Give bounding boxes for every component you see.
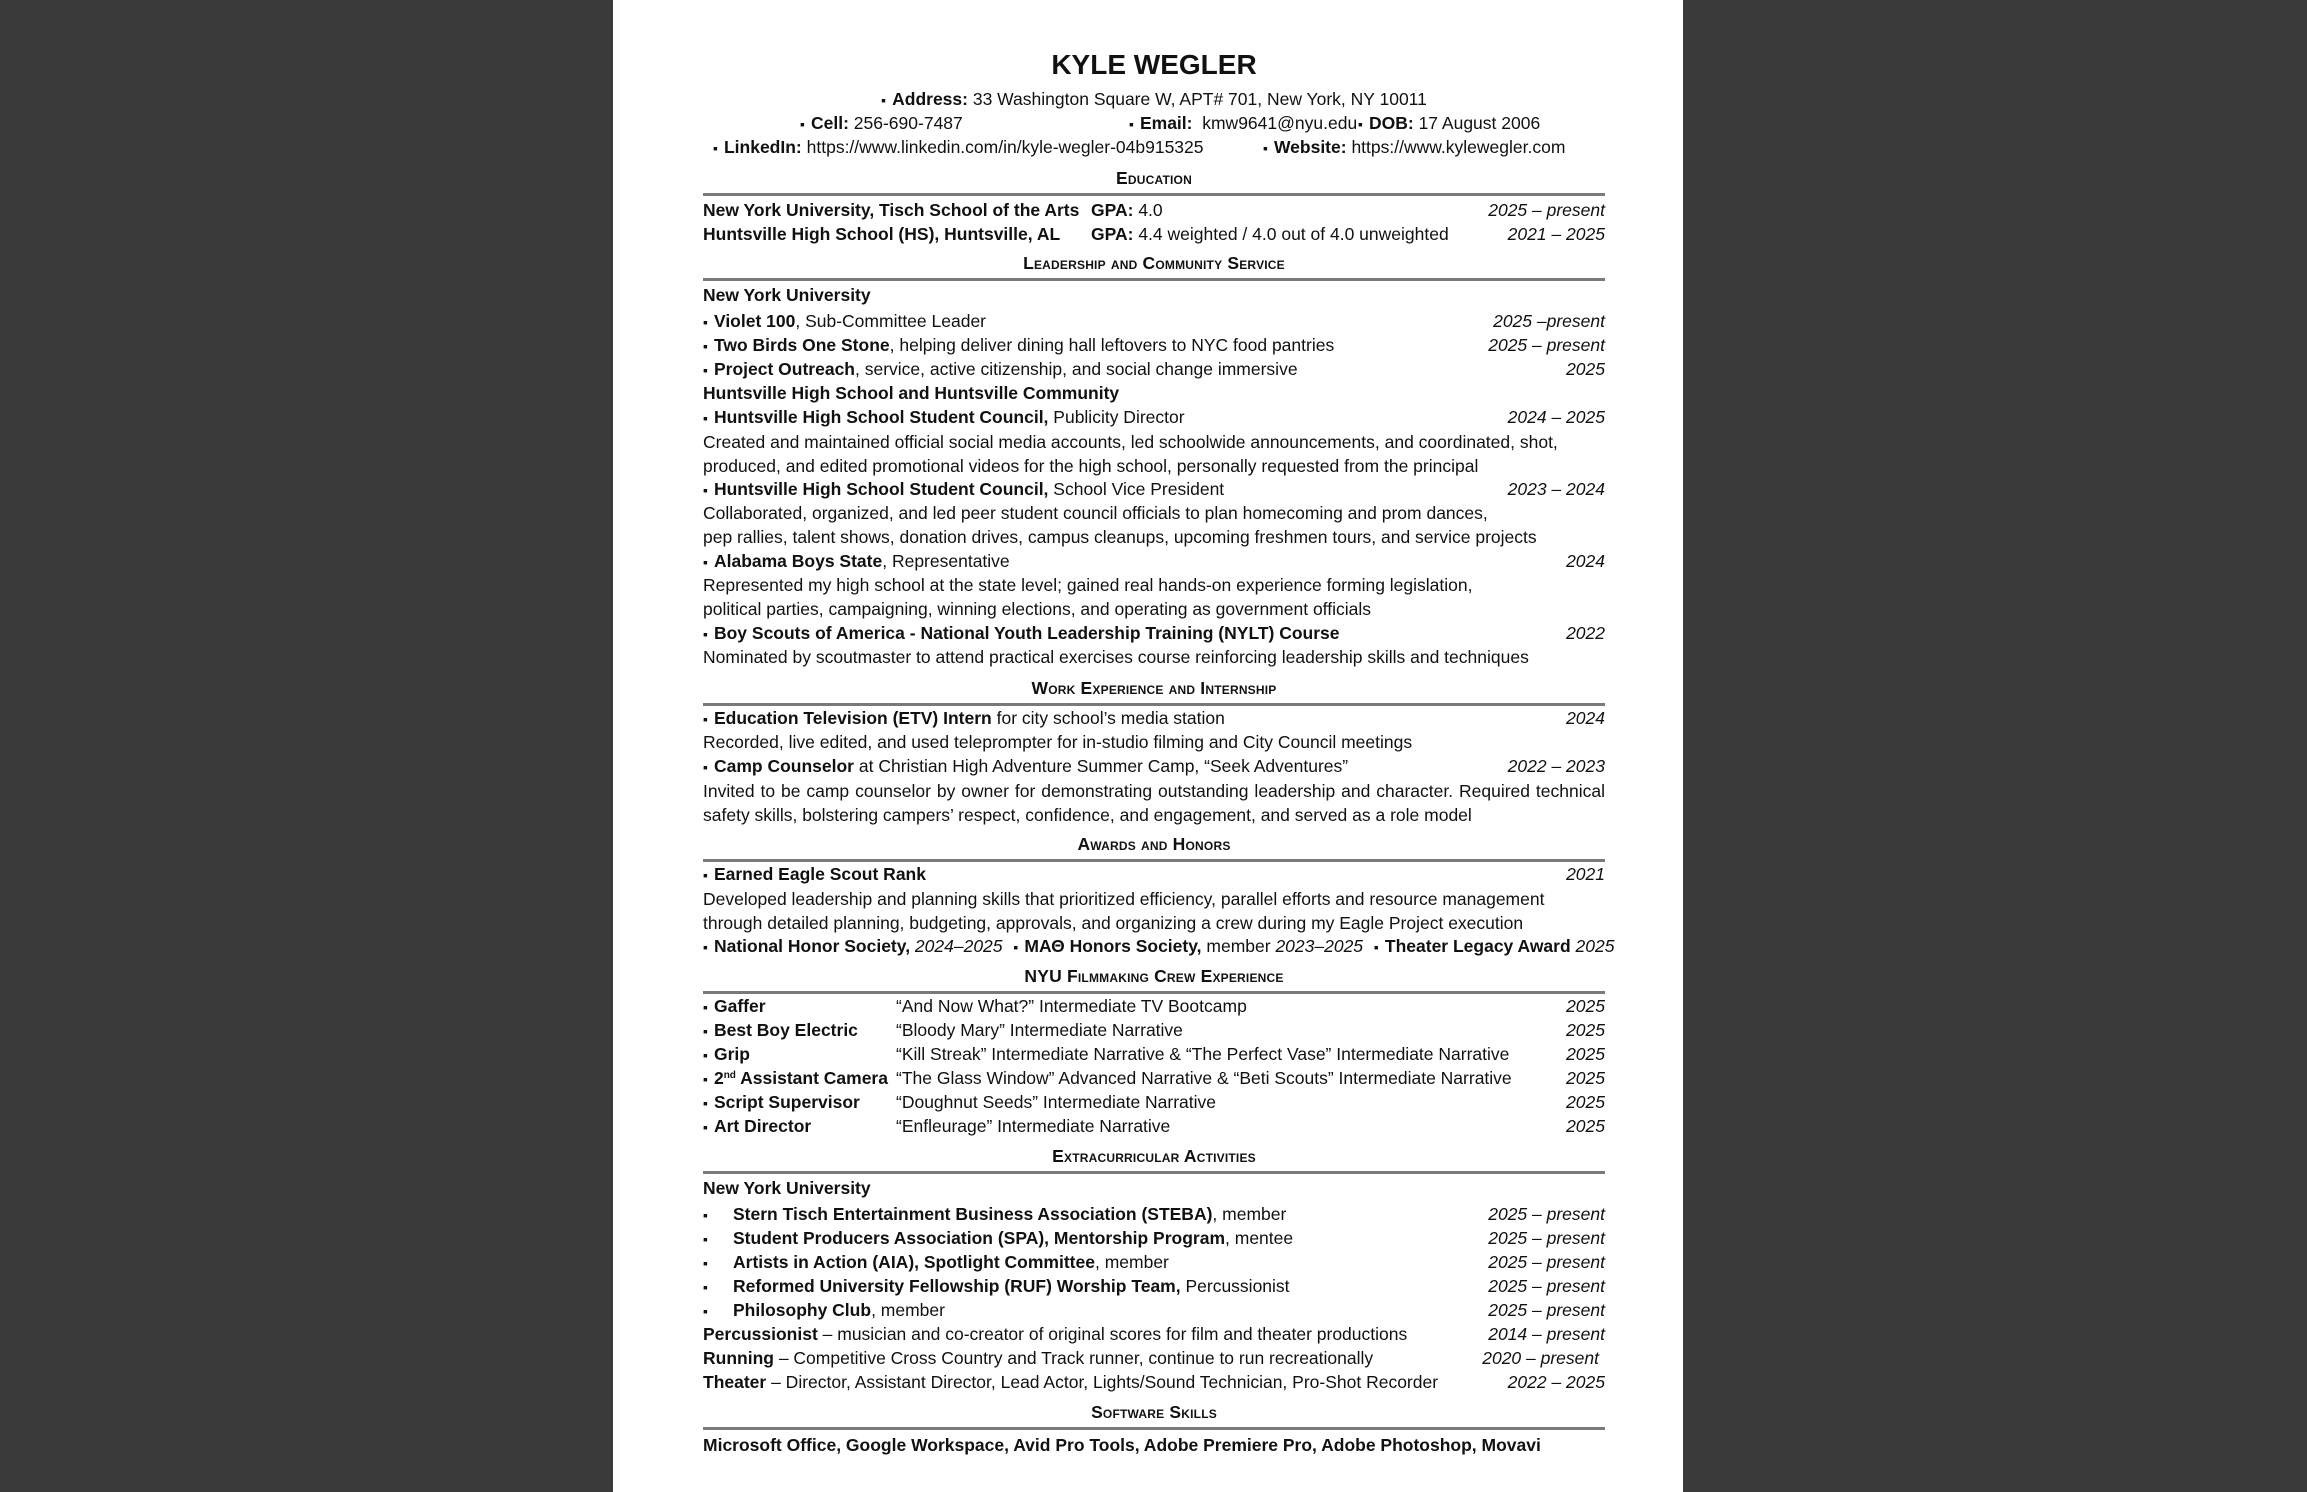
crew-role: ▪ Art Director: [703, 1116, 812, 1136]
bullet-icon: ▪: [703, 1023, 708, 1039]
item-org: Artists in Action (AIA), Spotlight Committee: [733, 1252, 1095, 1272]
honor-desc: member: [1201, 936, 1276, 956]
crew-project: “Doughnut Seeds” Intermediate Narrative: [896, 1092, 1217, 1112]
item-desc: – Competitive Cross Country and Track runner, continue to run recreationally: [773, 1348, 1374, 1368]
crew-project: “And Now What?” Intermediate TV Bootcamp: [896, 996, 1247, 1016]
bullet-icon: ▪: [881, 92, 887, 108]
education-dates: 2025 – present: [1488, 200, 1605, 220]
linkedin-link[interactable]: https://www.linkedin.com/in/kyle-wegler-04b915325: [806, 137, 1204, 157]
item-detail: Developed leadership and planning skills that prioritized efficiency, parallel efforts and resource management through detailed planning, budgeting, approvals, and organizing a crew during my Eagle Project execution: [703, 889, 1545, 934]
list-item: [703, 550, 1605, 572]
honor-org: ΜΑΘ Honors Society,: [1024, 936, 1202, 956]
item-detail: Represented my high school at the state level; gained real hands-on experience forming legislation,: [703, 575, 1473, 595]
software-list: Microsoft Office, Google Workspace, Avid Pro Tools, Adobe Premiere Pro, Adobe Photoshop, Movavi: [703, 1435, 1541, 1455]
item-detail: Collaborated, organized, and led peer student council officials to plan homecoming and prom dances,: [703, 503, 1488, 523]
crew-project: “Kill Streak” Intermediate Narrative & “The Perfect Vase” Intermediate Narrative: [896, 1044, 1510, 1064]
bullet-icon: ▪: [713, 140, 718, 156]
item-org: Huntsville High School Student Council,: [713, 479, 1049, 499]
dob-label: DOB:: [1368, 113, 1414, 133]
bullet-icon: ▪: [800, 116, 805, 132]
resume-page: [613, 0, 1683, 1492]
list-item: [703, 755, 1605, 777]
item-dates: 2022 – 2025: [1507, 1372, 1605, 1392]
bullet-icon: ▪: [703, 338, 708, 354]
gpa-value: 4.4 weighted / 4.0 out of 4.0 unweighted: [1138, 224, 1449, 244]
bullet-icon: ▪: [703, 362, 708, 378]
contact-address-line: [703, 88, 1605, 111]
item-detail: Invited to be camp counselor by owner for demonstrating outstanding leadership and character. Required technical safety skills, bolstering campers’ respect, confidence, and engagement, and served as a role model: [703, 781, 1605, 826]
bullet-icon: ▪: [703, 1207, 708, 1223]
item-dates: 2024 – 2025: [1507, 407, 1605, 427]
item-org: Reformed University Fellowship (RUF) Worship Team,: [733, 1276, 1181, 1296]
crew-project: “The Glass Window” Advanced Narrative & “Beti Scouts” Intermediate Narrative: [896, 1068, 1512, 1088]
item-org: Boy Scouts of America - National Youth Leadership Training (NYLT) Course: [713, 623, 1340, 643]
crew-year: 2025: [1566, 1116, 1605, 1136]
item-desc: Publicity Director: [1048, 407, 1185, 427]
list-item: [703, 1347, 1605, 1369]
item-dates: 2021: [1566, 864, 1605, 884]
list-item: [703, 863, 1605, 885]
section-rule: [703, 703, 1605, 706]
bullet-icon: ▪: [703, 867, 708, 883]
item-org: Stern Tisch Entertainment Business Association (STEBA): [733, 1204, 1213, 1224]
honor-dates: 2025: [1570, 936, 1615, 956]
bullet-icon: ▪: [703, 626, 708, 642]
honor-org: National Honor Society,: [713, 936, 911, 956]
bullet-icon: ▪: [703, 1095, 708, 1111]
item-org: Student Producers Association (SPA), Mentorship Program: [733, 1228, 1226, 1248]
subsection-header: New York University: [703, 1178, 871, 1198]
crew-row: [703, 995, 1605, 1017]
crew-role: ▪ Grip: [703, 1044, 750, 1064]
section-rule: [703, 859, 1605, 862]
item-org: Project Outreach: [713, 359, 855, 379]
website-link[interactable]: https://www.kylewegler.com: [1351, 137, 1566, 157]
item-desc: , member: [1212, 1204, 1287, 1224]
bullet-icon: ▪: [1013, 939, 1019, 955]
school-name: Huntsville High School (HS), Huntsville, AL: [703, 224, 1061, 244]
section-title-leadership: Leadership and Community Service: [1023, 253, 1285, 273]
item-org: Camp Counselor: [713, 756, 854, 776]
item-desc: at Christian High Adventure Summer Camp, “Seek Adventures”: [854, 756, 1349, 776]
bullet-icon: ▪: [703, 1279, 708, 1295]
cell-value: 256-690-7487: [853, 113, 963, 133]
item-org: Earned Eagle Scout Rank: [713, 864, 926, 884]
item-org: Theater: [703, 1372, 767, 1392]
item-org: Violet 100: [713, 311, 796, 331]
crew-year: 2025: [1566, 996, 1605, 1016]
item-dates: 2025 – present: [1488, 1276, 1605, 1296]
list-item: [703, 1371, 1605, 1393]
bullet-icon: ▪: [703, 314, 708, 330]
bullet-icon: ▪: [703, 759, 708, 775]
list-item: [703, 1203, 1605, 1225]
gpa: [1091, 199, 1163, 221]
dob-contact: [1358, 112, 1540, 135]
item-dates: 2024: [1566, 708, 1605, 728]
bullet-icon: ▪: [703, 482, 708, 498]
bullet-icon: ▪: [703, 939, 708, 955]
honors-row: [703, 935, 1615, 957]
section-rule: [703, 1427, 1605, 1430]
address-value: 33 Washington Square W, APT# 701, New York, NY 10011: [972, 89, 1427, 109]
bullet-icon: ▪: [703, 1071, 708, 1087]
crew-year: 2025: [1566, 1092, 1605, 1112]
section-title-work: Work Experience and Internship: [1031, 678, 1277, 698]
subsection-header: New York University: [703, 285, 871, 305]
subsection-header: Huntsville High School and Huntsville Community: [703, 383, 1120, 403]
cell-label: Cell:: [810, 113, 849, 133]
item-dates: 2025 – present: [1488, 1204, 1605, 1224]
list-item: [703, 358, 1605, 380]
item-desc: , member: [871, 1300, 945, 1320]
item-detail: political parties, campaigning, winning elections, and operating as government officials: [703, 599, 1371, 619]
email-label: Email:: [1139, 113, 1193, 133]
bullet-icon: ▪: [703, 410, 708, 426]
gpa-label: GPA:: [1091, 200, 1134, 220]
list-item: [703, 707, 1605, 729]
list-item: [703, 1299, 1605, 1321]
bullet-icon: ▪: [703, 711, 708, 727]
gpa: [1091, 223, 1449, 245]
bullet-icon: ▪: [703, 554, 708, 570]
list-item: [703, 1323, 1605, 1345]
list-item: [703, 1251, 1605, 1273]
crew-role: ▪ Best Boy Electric: [703, 1020, 858, 1040]
crew-year: 2025: [1566, 1020, 1605, 1040]
resume-name: KYLE WEGLER: [1051, 49, 1257, 80]
list-item: [703, 1227, 1605, 1249]
item-dates: 2025 – present: [1488, 335, 1605, 355]
bullet-icon: ▪: [703, 999, 708, 1015]
cell-contact: [800, 112, 963, 135]
section-title-crew: NYU Filmmaking Crew Experience: [1024, 966, 1284, 986]
honor-dates: 2024–2025: [910, 936, 1003, 956]
item-org: Education Television (ETV) Intern: [713, 708, 992, 728]
item-desc: , Sub-Committee Leader: [795, 311, 987, 331]
list-item: [703, 622, 1605, 644]
item-desc: School Vice President: [1048, 479, 1225, 499]
item-org: Philosophy Club: [733, 1300, 872, 1320]
item-dates: 2025 – present: [1488, 1252, 1605, 1272]
bullet-icon: ▪: [1129, 116, 1134, 132]
email-contact: [1129, 112, 1357, 135]
item-dates: 2022 – 2023: [1507, 756, 1605, 776]
education-dates: 2021 – 2025: [1507, 224, 1605, 244]
section-title-awards: Awards and Honors: [1077, 834, 1231, 854]
education-row: [703, 199, 1605, 221]
crew-role: ▪ Gaffer: [703, 996, 766, 1016]
crew-role: ▪ 2nd Assistant Camera: [703, 1068, 888, 1088]
bullet-icon: ▪: [1373, 939, 1379, 955]
crew-year: 2025: [1566, 1044, 1605, 1064]
crew-project: “Bloody Mary” Intermediate Narrative: [896, 1020, 1183, 1040]
item-org: Alabama Boys State: [713, 551, 883, 571]
list-item: [703, 334, 1605, 356]
item-detail: pep rallies, talent shows, donation drives, campus cleanups, upcoming freshmen tours, and service projects: [703, 527, 1537, 547]
item-org: Two Birds One Stone: [713, 335, 890, 355]
item-desc: , service, active citizenship, and social change immersive: [855, 359, 1298, 379]
item-dates: 2022: [1566, 623, 1605, 643]
section-rule: [703, 278, 1605, 281]
linkedin-contact: [713, 136, 1204, 159]
section-title-software: Software Skills: [1091, 1402, 1217, 1422]
contact-cell-line: [703, 112, 1605, 134]
crew-row: [703, 1019, 1605, 1041]
item-desc: , Representative: [882, 551, 1010, 571]
section-title-education: Education: [1116, 168, 1192, 188]
item-detail: Created and maintained official social media accounts, led schoolwide announcements, and coordinated, shot, produced, and edited promotional videos for the high school, personally requested from the principal: [703, 432, 1558, 477]
bullet-icon: ▪: [703, 1119, 708, 1135]
section-rule: [703, 193, 1605, 196]
address-label: Address:: [892, 89, 968, 109]
section-rule: [703, 991, 1605, 994]
item-org: Huntsville High School Student Council,: [713, 407, 1049, 427]
section-title-extracurricular: Extracurricular Activities: [1052, 1146, 1256, 1166]
crew-row: [703, 1043, 1605, 1065]
item-detail: Recorded, live edited, and used teleprompter for in-studio filming and City Council meetings: [703, 732, 1413, 752]
bullet-icon: ▪: [703, 1255, 708, 1271]
school-name: New York University, Tisch School of the Arts: [703, 200, 1080, 220]
item-org: Percussionist: [703, 1324, 818, 1344]
list-item: [703, 406, 1605, 428]
bullet-icon: ▪: [703, 1303, 708, 1319]
list-item: [703, 310, 1605, 332]
item-desc: , mentee: [1225, 1228, 1294, 1248]
bullet-icon: ▪: [703, 1047, 708, 1063]
email-link[interactable]: kmw9641@nyu.edu: [1202, 113, 1358, 133]
item-dates: 2025 – present: [1488, 1300, 1605, 1320]
item-dates: 2014 – present: [1488, 1324, 1605, 1344]
crew-row: [703, 1115, 1605, 1137]
website-label: Website:: [1273, 137, 1347, 157]
item-desc: , helping deliver dining hall leftovers to NYC food pantries: [889, 335, 1335, 355]
honor-org: Theater Legacy Award: [1384, 936, 1571, 956]
dob-value: 17 August 2006: [1418, 113, 1541, 133]
item-dates: 2024: [1566, 551, 1605, 571]
section-rule: [703, 1171, 1605, 1174]
item-desc: for city school’s media station: [991, 708, 1225, 728]
gpa-value: 4.0: [1138, 200, 1163, 220]
bullet-icon: ▪: [1358, 116, 1363, 132]
item-dates: 2025: [1566, 359, 1605, 379]
gpa-label: GPA:: [1091, 224, 1134, 244]
item-dates: 2025 –present: [1493, 311, 1605, 331]
item-dates: 2023 – 2024: [1507, 479, 1605, 499]
item-desc: – musician and co-creator of original scores for film and theater productions: [817, 1324, 1408, 1344]
item-desc: Percussionist: [1180, 1276, 1290, 1296]
linkedin-label: LinkedIn:: [723, 137, 802, 157]
list-item: [703, 1275, 1605, 1297]
crew-project: “Enfleurage” Intermediate Narrative: [896, 1116, 1171, 1136]
bullet-icon: ▪: [703, 1231, 708, 1247]
resume-content: [703, 0, 1615, 1492]
item-dates: 2020 – present: [1482, 1348, 1599, 1368]
honor-dates: 2023–2025: [1275, 936, 1364, 956]
crew-role: ▪ Script Supervisor: [703, 1092, 860, 1112]
item-detail: Nominated by scoutmaster to attend practical exercises course reinforcing leadership skills and techniques: [703, 647, 1529, 667]
item-dates: 2025 – present: [1488, 1228, 1605, 1248]
crew-row: [703, 1091, 1605, 1113]
list-item: [703, 478, 1605, 500]
crew-row: [703, 1067, 1605, 1089]
website-contact: [1263, 136, 1565, 159]
item-desc: , member: [1094, 1252, 1169, 1272]
bullet-icon: ▪: [1263, 140, 1268, 156]
contact-links-line: [703, 136, 1605, 158]
crew-year: 2025: [1566, 1068, 1605, 1088]
item-desc: – Director, Assistant Director, Lead Actor, Lights/Sound Technician, Pro-Shot Recorder: [766, 1372, 1439, 1392]
item-org: Running: [703, 1348, 774, 1368]
education-row: [703, 223, 1605, 245]
